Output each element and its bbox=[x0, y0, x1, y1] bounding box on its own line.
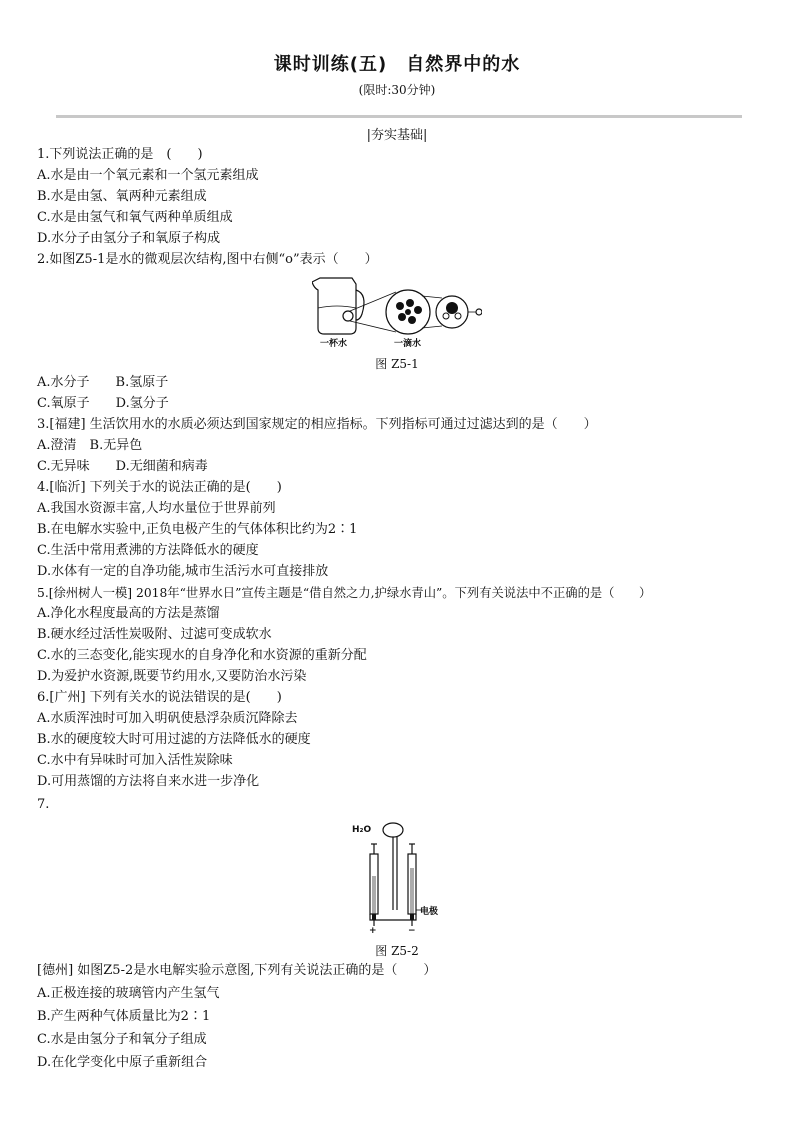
oxygen-atom-icon bbox=[446, 302, 458, 314]
q7-number: 7. bbox=[37, 797, 50, 812]
q1-option-b: B.水是由氢、氧两种元素组成 bbox=[37, 189, 207, 204]
time-limit: (限时:30分钟) bbox=[358, 83, 436, 97]
q5-option-c: C.水的三态变化,能实现水的自身净化和水资源的重新分配 bbox=[37, 648, 367, 663]
header-divider bbox=[56, 115, 742, 118]
q4-option-a: A.我国水资源丰富,人均水量位于世界前列 bbox=[37, 501, 276, 516]
q5-option-a: A.净化水程度最高的方法是蒸馏 bbox=[37, 606, 220, 621]
figure-z5-2 bbox=[348, 818, 448, 934]
figure-z5-1 bbox=[312, 270, 482, 350]
left-electrode bbox=[372, 914, 376, 920]
q6-option-b: B.水的硬度较大时可用过滤的方法降低水的硬度 bbox=[37, 732, 311, 747]
q4-option-c: C.生活中常用煮沸的方法降低水的硬度 bbox=[37, 543, 259, 558]
q4-stem: 4.[临沂] 下列关于水的说法正确的是( ) bbox=[37, 480, 282, 495]
label-cup-water: 一杯水 bbox=[320, 339, 348, 349]
q1-option-a: A.水是由一个氧元素和一个氢元素组成 bbox=[37, 168, 259, 183]
water-reservoir-icon bbox=[383, 823, 403, 837]
q1-stem: 1.下列说法正确的是 ( ) bbox=[37, 147, 203, 162]
page-title: 课时训练(五) 自然界中的水 bbox=[273, 54, 521, 75]
q4-option-d: D.水体有一定的自净功能,城市生活污水可直接排放 bbox=[37, 564, 329, 579]
right-electrode bbox=[410, 914, 414, 920]
figure-z5-2-caption: 图 Z5-2 bbox=[375, 944, 419, 958]
q1-option-c: C.水是由氢气和氧气两种单质组成 bbox=[37, 210, 233, 225]
q7-option-d: D.在化学变化中原子重新组合 bbox=[37, 1055, 208, 1070]
q5-stem: 5.[徐州树人一模] 2018年“世界水日”宣传主题是“借自然之力,护绿水青山”。下列有关说法中不正确的是（ ） bbox=[37, 586, 652, 600]
atom-o-icon bbox=[476, 309, 482, 315]
q7-option-a: A.正极连接的玻璃管内产生氢气 bbox=[37, 986, 220, 1001]
section-heading: |夯实基础| bbox=[366, 128, 428, 143]
q2-option-cd: C.氧原子 D.氢分子 bbox=[37, 396, 169, 411]
pitcher-handle bbox=[356, 290, 364, 320]
figure-z5-1-caption: 图 Z5-1 bbox=[375, 357, 419, 371]
drop-circle bbox=[343, 311, 353, 321]
q3-option-cd: C.无异味 D.无细菌和病毒 bbox=[37, 459, 208, 474]
q2-option-ab: A.水分子 B.氢原子 bbox=[37, 375, 169, 390]
q6-stem: 6.[广州] 下列有关水的说法错误的是( ) bbox=[37, 690, 282, 705]
q3-option-ab: A.澄清 B.无异色 bbox=[37, 438, 143, 453]
q2-stem: 2.如图Z5-1是水的微观层次结构,图中右侧“o”表示（ ） bbox=[37, 252, 378, 267]
label-positive: + bbox=[369, 926, 377, 934]
q7-option-b: B.产生两种气体质量比为2∶1 bbox=[37, 1009, 211, 1024]
q6-option-d: D.可用蒸馏的方法将自来水进一步净化 bbox=[37, 774, 260, 789]
q3-stem: 3.[福建] 生活饮用水的水质必须达到国家规定的相应指标。下列指标可通过过滤达到的是（ ） bbox=[37, 417, 597, 432]
label-drop-water: 一滴水 bbox=[394, 339, 422, 349]
q7-option-c: C.水是由氢分子和氧分子组成 bbox=[37, 1032, 207, 1047]
q6-option-c: C.水中有异味时可加入活性炭除味 bbox=[37, 753, 233, 768]
q6-option-a: A.水质浑浊时可加入明矾使悬浮杂质沉降除去 bbox=[37, 711, 298, 726]
q4-option-b: B.在电解水实验中,正负电极产生的气体体积比约为2∶1 bbox=[37, 522, 358, 537]
label-negative: − bbox=[408, 926, 416, 934]
label-electrode: 电极 bbox=[420, 907, 439, 917]
q5-option-b: B.硬水经过活性炭吸附、过滤可变成软水 bbox=[37, 627, 272, 642]
q1-option-d: D.水分子由氢分子和氧原子构成 bbox=[37, 231, 221, 246]
q7-stem: [德州] 如图Z5-2是水电解实验示意图,下列有关说法正确的是（ ） bbox=[37, 963, 437, 978]
label-water: H₂O bbox=[352, 825, 372, 835]
q5-option-d: D.为爱护水资源,既要节约用水,又要防治水污染 bbox=[37, 669, 307, 684]
